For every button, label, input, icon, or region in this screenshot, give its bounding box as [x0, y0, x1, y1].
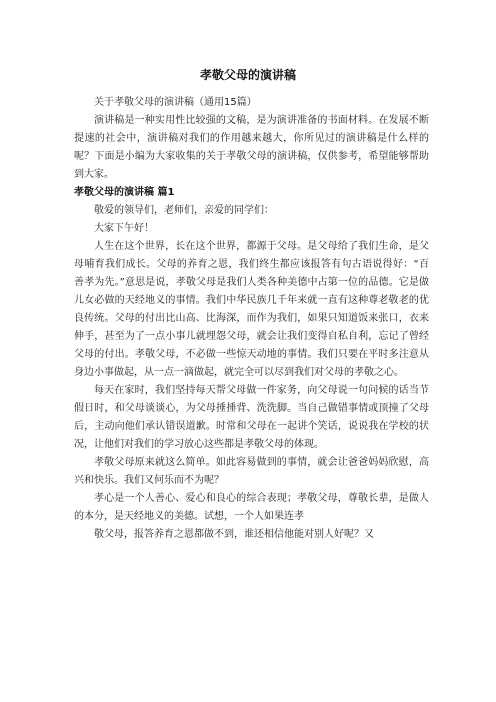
page-title: 孝敬父母的演讲稿 — [199, 68, 296, 82]
paragraph: 敬爱的领导们，老师们，亲爱的同学们： — [94, 205, 274, 216]
document-body — [74, 94, 429, 544]
intro-paragraph: 演讲稿是一种实用性比较强的文稿，是为演讲准备的书面材料。在发展不断提速的社会中，演讲稿对我们的作用越来越大，你所见过的演讲稿是什么样的呢？下面是小编为大家收集的关于孝敬父母的演讲稿，仅供参考，希望能够帮助到大家。 — [74, 115, 429, 180]
paragraph: 孝心是一个人善心、爱心和良心的综合表现；孝敬父母，尊敬长辈，是做人的本分，是天经地义的美德。试想，一个人如果连孝 — [74, 493, 429, 522]
intro-title: 关于孝敬父母的演讲稿（通用15篇） — [94, 97, 257, 108]
paragraph: 每天在家时，我们坚持每天帮父母做一件家务，向父母说一句问候的话当节假日时，和父母谈谈心，为父母捶捶背、洗洗脚。当自己做错事情或顶撞了父母后，主动向他们承认错误道歉。时常和父母在一起讲个笑话，说说我在学校的状况，让他们对我们的学习放心这些都是孝敬父母的体现。 — [74, 385, 429, 450]
section-heading: 孝敬父母的演讲稿 篇1 — [74, 187, 175, 198]
paragraph: 人生在这个世界，长在这个世界，都源于父母。是父母给了我们生命，是父母哺育我们成长。父母的养育之恩，我们终生都应该报答有句古语说得好：“百善孝为先。”意思是说，孝敬父母是我们人类各种美德中占第一位的品德。它是做儿女必做的天经地义的事情。我们中华民族几千年来就一直有这种尊老敬老的优良传统。父母的付出比山高、比海深，而作为我们，如果只知道饭来张口，衣来伸手，甚至为了一点小事儿就埋怨父母，就会让我们变得自私自利，忘记了曾经父母的付出。孝敬父母，不必做一些惊天动地的事情。我们只要在平时多注意从身边小事做起，从一点一滴做起，就完全可以尽到我们对父母的孝敬之心。 — [74, 241, 429, 378]
paragraph: 敬父母，报答养育之恩都做不到，谁还相信他能对别人好呢？又 — [94, 529, 374, 540]
paragraph: 孝敬父母原来就这么简单。如此容易做到的事情，就会让爸爸妈妈欣慰，高兴和快乐。我们又何乐而不为呢？ — [74, 457, 429, 486]
paragraph: 大家下午好！ — [94, 223, 154, 234]
